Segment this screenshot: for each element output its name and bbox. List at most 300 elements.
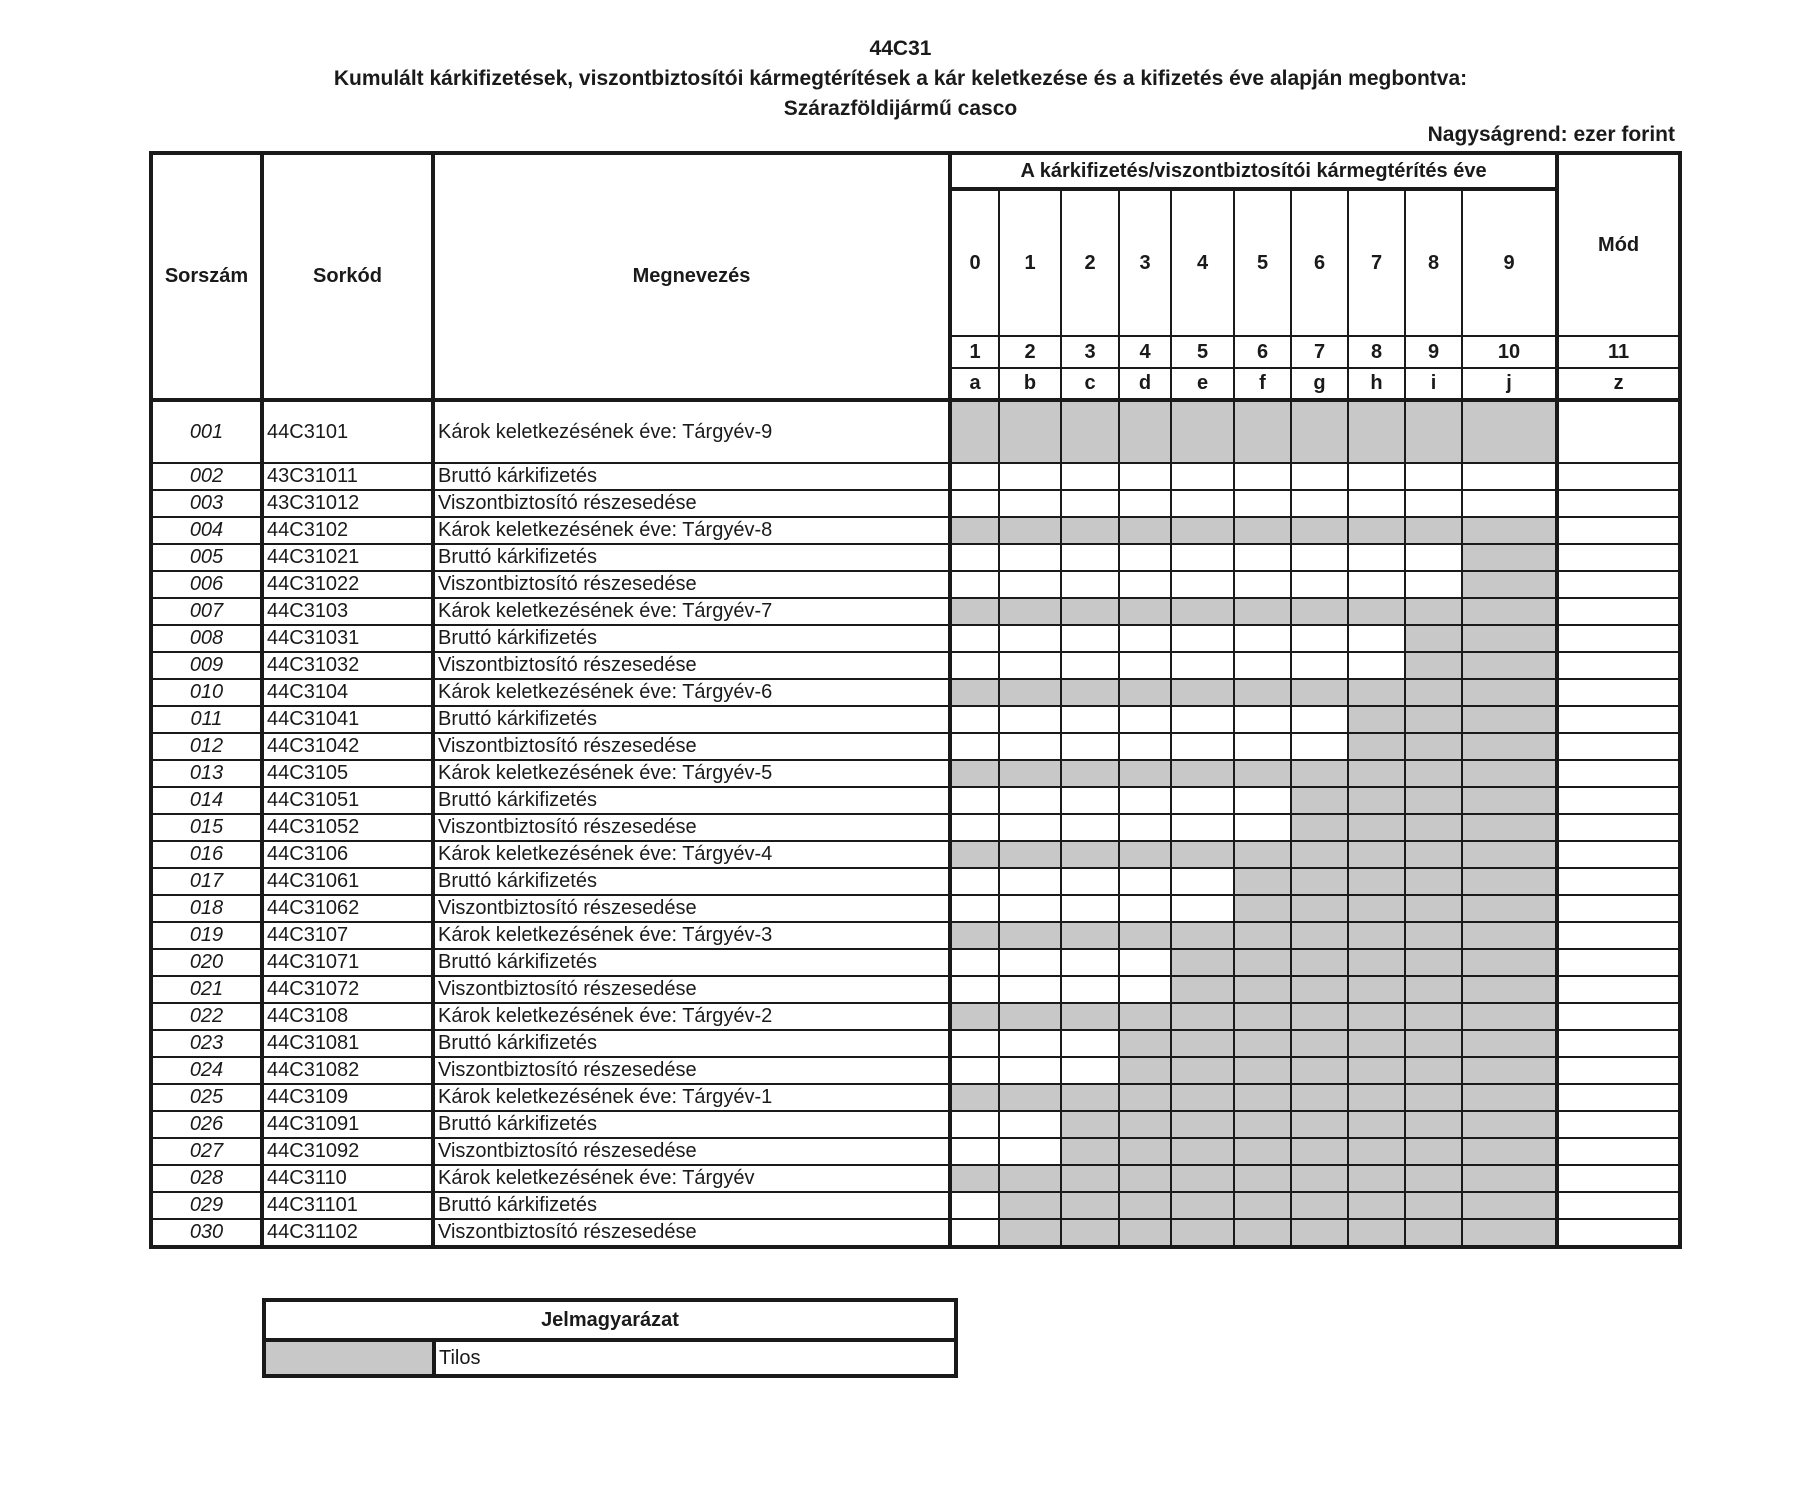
row-code: 44C3104 [262, 679, 433, 706]
forbidden-cell [1462, 1030, 1557, 1057]
forbidden-cell [1234, 1111, 1291, 1138]
forbidden-cell [1171, 760, 1234, 787]
forbidden-cell [1291, 517, 1348, 544]
row-code: 44C31041 [262, 706, 433, 733]
forbidden-cell [1171, 517, 1234, 544]
data-table [149, 151, 1682, 1249]
row-code: 44C31022 [262, 571, 433, 598]
input-cell[interactable] [1171, 625, 1234, 652]
input-cell[interactable] [1119, 706, 1171, 733]
forbidden-cell [1234, 1084, 1291, 1111]
row-code: 44C31052 [262, 814, 433, 841]
forbidden-cell [1462, 1003, 1557, 1030]
input-cell[interactable] [1291, 625, 1348, 652]
forbidden-cell [1462, 625, 1557, 652]
row-code: 44C3107 [262, 922, 433, 949]
forbidden-cell [1119, 598, 1171, 625]
forbidden-cell [1348, 1219, 1405, 1247]
forbidden-cell [1348, 706, 1405, 733]
col-letter-e: e [1171, 368, 1234, 400]
table-row [151, 1030, 1680, 1057]
legend-table [262, 1298, 958, 1378]
forbidden-cell [999, 1084, 1061, 1111]
forbidden-cell [1061, 760, 1119, 787]
forbidden-cell [1462, 895, 1557, 922]
forbidden-cell [1348, 841, 1405, 868]
input-cell[interactable] [1061, 895, 1119, 922]
input-cell[interactable] [950, 1057, 999, 1084]
input-cell[interactable] [950, 949, 999, 976]
forbidden-cell [1405, 1138, 1462, 1165]
row-number: 013 [151, 760, 262, 787]
row-code: 43C31011 [262, 463, 433, 490]
forbidden-cell [1119, 1138, 1171, 1165]
input-cell[interactable] [950, 625, 999, 652]
row-number: 014 [151, 787, 262, 814]
input-cell[interactable] [950, 490, 999, 517]
input-cell[interactable] [1234, 787, 1291, 814]
forbidden-cell [1348, 598, 1405, 625]
mod-cell[interactable] [1557, 490, 1680, 517]
row-label: Viszontbiztosító részesedése [433, 571, 950, 598]
forbidden-cell [999, 1165, 1061, 1192]
input-cell[interactable] [1061, 733, 1119, 760]
forbidden-cell [1462, 922, 1557, 949]
input-cell[interactable] [999, 976, 1061, 1003]
input-cell[interactable] [999, 544, 1061, 571]
input-cell[interactable] [950, 1192, 999, 1219]
mod-cell[interactable] [1557, 1192, 1680, 1219]
input-cell[interactable] [950, 814, 999, 841]
row-label: Károk keletkezésének éve: Tárgyév-2 [433, 1003, 950, 1030]
mod-cell[interactable] [1557, 400, 1680, 463]
input-cell[interactable] [999, 463, 1061, 490]
input-cell[interactable] [1234, 706, 1291, 733]
input-cell[interactable] [1061, 787, 1119, 814]
input-cell[interactable] [1061, 490, 1119, 517]
col-header-year-9: 9 [1462, 189, 1557, 336]
forbidden-cell [1234, 949, 1291, 976]
input-cell[interactable] [1405, 544, 1462, 571]
forbidden-cell [1348, 1138, 1405, 1165]
table-row [151, 679, 1680, 706]
row-number: 029 [151, 1192, 262, 1219]
input-cell[interactable] [1171, 652, 1234, 679]
row-code: 44C3108 [262, 1003, 433, 1030]
col-header-group: A kárkifizetés/viszontbiztosítói kármegtérítés éve [950, 153, 1557, 189]
forbidden-cell [1171, 1084, 1234, 1111]
forbidden-cell [1119, 1084, 1171, 1111]
forbidden-cell [1171, 1219, 1234, 1247]
mod-cell[interactable] [1557, 1084, 1680, 1111]
row-code: 44C31042 [262, 733, 433, 760]
mod-cell[interactable] [1557, 463, 1680, 490]
forbidden-cell [1462, 760, 1557, 787]
forbidden-cell [1462, 814, 1557, 841]
row-label: Bruttó kárkifizetés [433, 625, 950, 652]
table-row [151, 922, 1680, 949]
input-cell[interactable] [1119, 571, 1171, 598]
table-code: 44C31 [869, 37, 932, 60]
mod-cell[interactable] [1557, 841, 1680, 868]
input-cell[interactable] [1061, 463, 1119, 490]
input-cell[interactable] [1348, 625, 1405, 652]
input-cell[interactable] [999, 868, 1061, 895]
col-number-9: 9 [1405, 336, 1462, 368]
input-cell[interactable] [1119, 490, 1171, 517]
input-cell[interactable] [1171, 868, 1234, 895]
forbidden-cell [1462, 868, 1557, 895]
forbidden-cell [1405, 706, 1462, 733]
forbidden-cell [1405, 895, 1462, 922]
input-cell[interactable] [950, 1111, 999, 1138]
input-cell[interactable] [1348, 571, 1405, 598]
forbidden-cell [1234, 868, 1291, 895]
input-cell[interactable] [1061, 949, 1119, 976]
mod-cell[interactable] [1557, 1165, 1680, 1192]
input-cell[interactable] [1291, 733, 1348, 760]
input-cell[interactable] [1061, 652, 1119, 679]
input-cell[interactable] [950, 1030, 999, 1057]
input-cell[interactable] [1291, 544, 1348, 571]
mod-cell[interactable] [1557, 760, 1680, 787]
forbidden-cell [1405, 976, 1462, 1003]
forbidden-cell [1291, 895, 1348, 922]
input-cell[interactable] [1171, 544, 1234, 571]
input-cell[interactable] [1061, 976, 1119, 1003]
forbidden-cell [1171, 598, 1234, 625]
forbidden-cell [1348, 922, 1405, 949]
forbidden-cell [999, 841, 1061, 868]
input-cell[interactable] [950, 571, 999, 598]
mod-cell[interactable] [1557, 895, 1680, 922]
col-header-year-8: 8 [1405, 189, 1462, 336]
page-title: Kumulált kárkifizetések, viszontbiztosítói kármegtérítések a kár keletkezése és a kifizetés éve alapján megbontva: [333, 67, 1468, 90]
forbidden-cell [1405, 1165, 1462, 1192]
forbidden-cell [1234, 922, 1291, 949]
col-header-sorkod: Sorkód [262, 153, 433, 400]
col-letter-z: z [1557, 368, 1680, 400]
forbidden-cell [1405, 598, 1462, 625]
table-row [151, 949, 1680, 976]
input-cell[interactable] [999, 1111, 1061, 1138]
input-cell[interactable] [950, 463, 999, 490]
row-label: Viszontbiztosító részesedése [433, 976, 950, 1003]
col-header-year-2: 2 [1061, 189, 1119, 336]
input-cell[interactable] [1348, 490, 1405, 517]
forbidden-cell [1348, 1057, 1405, 1084]
forbidden-cell [999, 922, 1061, 949]
input-cell[interactable] [999, 1138, 1061, 1165]
input-cell[interactable] [1405, 571, 1462, 598]
input-cell[interactable] [1119, 463, 1171, 490]
forbidden-cell [1234, 976, 1291, 1003]
input-cell[interactable] [1462, 463, 1557, 490]
forbidden-cell [1234, 1138, 1291, 1165]
input-cell[interactable] [1119, 733, 1171, 760]
input-cell[interactable] [999, 814, 1061, 841]
input-cell[interactable] [1061, 1057, 1119, 1084]
forbidden-cell [1119, 1165, 1171, 1192]
forbidden-cell [1405, 733, 1462, 760]
mod-cell[interactable] [1557, 1057, 1680, 1084]
row-code: 44C31031 [262, 625, 433, 652]
table-row [151, 814, 1680, 841]
row-code: 44C31071 [262, 949, 433, 976]
forbidden-cell [1291, 1138, 1348, 1165]
input-cell[interactable] [1171, 463, 1234, 490]
forbidden-cell [1171, 841, 1234, 868]
forbidden-cell [1119, 760, 1171, 787]
input-cell[interactable] [1291, 490, 1348, 517]
table-row [151, 400, 1680, 463]
forbidden-cell [1234, 679, 1291, 706]
input-cell[interactable] [1061, 625, 1119, 652]
forbidden-cell [1348, 760, 1405, 787]
forbidden-cell [950, 679, 999, 706]
forbidden-cell [1291, 1084, 1348, 1111]
mod-cell[interactable] [1557, 814, 1680, 841]
input-cell[interactable] [999, 1057, 1061, 1084]
forbidden-cell [1061, 1219, 1119, 1247]
col-number-2: 2 [999, 336, 1061, 368]
input-cell[interactable] [1171, 895, 1234, 922]
input-cell[interactable] [999, 571, 1061, 598]
mod-cell[interactable] [1557, 571, 1680, 598]
input-cell[interactable] [1462, 490, 1557, 517]
input-cell[interactable] [1171, 571, 1234, 598]
table-row [151, 1057, 1680, 1084]
input-cell[interactable] [1234, 463, 1291, 490]
forbidden-cell [1405, 400, 1462, 463]
row-number: 007 [151, 598, 262, 625]
input-cell[interactable] [999, 652, 1061, 679]
input-cell[interactable] [999, 733, 1061, 760]
forbidden-cell [1348, 949, 1405, 976]
row-label: Károk keletkezésének éve: Tárgyév-4 [433, 841, 950, 868]
mod-cell[interactable] [1557, 868, 1680, 895]
input-cell[interactable] [950, 1138, 999, 1165]
input-cell[interactable] [1061, 1030, 1119, 1057]
input-cell[interactable] [1348, 544, 1405, 571]
mod-cell[interactable] [1557, 679, 1680, 706]
row-number: 017 [151, 868, 262, 895]
input-cell[interactable] [1234, 544, 1291, 571]
mod-cell[interactable] [1557, 976, 1680, 1003]
input-cell[interactable] [950, 895, 999, 922]
mod-cell[interactable] [1557, 787, 1680, 814]
input-cell[interactable] [1061, 868, 1119, 895]
input-cell[interactable] [1234, 652, 1291, 679]
mod-cell[interactable] [1557, 706, 1680, 733]
mod-cell[interactable] [1557, 598, 1680, 625]
input-cell[interactable] [1061, 571, 1119, 598]
input-cell[interactable] [1234, 490, 1291, 517]
row-label: Bruttó kárkifizetés [433, 1030, 950, 1057]
input-cell[interactable] [1171, 814, 1234, 841]
mod-cell[interactable] [1557, 1138, 1680, 1165]
forbidden-cell [1462, 976, 1557, 1003]
row-label: Viszontbiztosító részesedése [433, 1057, 950, 1084]
col-header-year-7: 7 [1348, 189, 1405, 336]
forbidden-cell [950, 517, 999, 544]
forbidden-cell [1061, 1111, 1119, 1138]
row-number: 019 [151, 922, 262, 949]
row-label: Viszontbiztosító részesedése [433, 652, 950, 679]
input-cell[interactable] [1291, 463, 1348, 490]
forbidden-cell [1291, 598, 1348, 625]
mod-cell[interactable] [1557, 922, 1680, 949]
input-cell[interactable] [950, 868, 999, 895]
table-row [151, 625, 1680, 652]
col-number-3: 3 [1061, 336, 1119, 368]
input-cell[interactable] [1234, 571, 1291, 598]
mod-cell[interactable] [1557, 517, 1680, 544]
row-label: Bruttó kárkifizetés [433, 706, 950, 733]
title-block [0, 34, 1801, 124]
input-cell[interactable] [1119, 625, 1171, 652]
table-row [151, 733, 1680, 760]
forbidden-cell [1405, 868, 1462, 895]
table-row [151, 1084, 1680, 1111]
forbidden-cell [1348, 1084, 1405, 1111]
input-cell[interactable] [1171, 490, 1234, 517]
row-code: 44C31072 [262, 976, 433, 1003]
row-number: 003 [151, 490, 262, 517]
mod-cell[interactable] [1557, 1219, 1680, 1247]
forbidden-cell [1462, 1084, 1557, 1111]
input-cell[interactable] [1061, 544, 1119, 571]
forbidden-cell [999, 400, 1061, 463]
row-code: 44C3106 [262, 841, 433, 868]
input-cell[interactable] [999, 625, 1061, 652]
mod-cell[interactable] [1557, 1111, 1680, 1138]
forbidden-cell [1348, 1192, 1405, 1219]
input-cell[interactable] [1061, 706, 1119, 733]
forbidden-cell [1061, 1138, 1119, 1165]
table-row [151, 598, 1680, 625]
input-cell[interactable] [950, 544, 999, 571]
row-label: Viszontbiztosító részesedése [433, 1219, 950, 1247]
forbidden-cell [950, 1003, 999, 1030]
input-cell[interactable] [950, 1219, 999, 1247]
forbidden-cell [1462, 1219, 1557, 1247]
mod-cell[interactable] [1557, 949, 1680, 976]
row-number: 002 [151, 463, 262, 490]
input-cell[interactable] [1405, 463, 1462, 490]
row-code: 44C31102 [262, 1219, 433, 1247]
col-number-11: 11 [1557, 336, 1680, 368]
row-code: 44C3105 [262, 760, 433, 787]
col-letter-j: j [1462, 368, 1557, 400]
forbidden-cell [1462, 1192, 1557, 1219]
forbidden-cell [1405, 787, 1462, 814]
input-cell[interactable] [1171, 706, 1234, 733]
mod-cell[interactable] [1557, 625, 1680, 652]
input-cell[interactable] [999, 706, 1061, 733]
row-label: Viszontbiztosító részesedése [433, 895, 950, 922]
input-cell[interactable] [1171, 787, 1234, 814]
mod-cell[interactable] [1557, 652, 1680, 679]
input-cell[interactable] [1119, 544, 1171, 571]
col-letter-i: i [1405, 368, 1462, 400]
forbidden-cell [1119, 1003, 1171, 1030]
input-cell[interactable] [999, 895, 1061, 922]
input-cell[interactable] [1348, 652, 1405, 679]
input-cell[interactable] [950, 976, 999, 1003]
row-code: 44C31082 [262, 1057, 433, 1084]
input-cell[interactable] [999, 490, 1061, 517]
forbidden-cell [999, 1219, 1061, 1247]
row-label: Károk keletkezésének éve: Tárgyév-7 [433, 598, 950, 625]
input-cell[interactable] [1119, 787, 1171, 814]
mod-cell[interactable] [1557, 1003, 1680, 1030]
input-cell[interactable] [1119, 895, 1171, 922]
col-header-year-6: 6 [1291, 189, 1348, 336]
forbidden-cell [1119, 679, 1171, 706]
input-cell[interactable] [950, 706, 999, 733]
forbidden-cell [1291, 1003, 1348, 1030]
input-cell[interactable] [1061, 814, 1119, 841]
forbidden-cell [1119, 1057, 1171, 1084]
forbidden-cell [950, 760, 999, 787]
row-number: 030 [151, 1219, 262, 1247]
forbidden-cell [1405, 814, 1462, 841]
input-cell[interactable] [1234, 733, 1291, 760]
forbidden-cell [1405, 1192, 1462, 1219]
input-cell[interactable] [999, 1030, 1061, 1057]
mod-cell[interactable] [1557, 544, 1680, 571]
forbidden-cell [1061, 1084, 1119, 1111]
input-cell[interactable] [1119, 949, 1171, 976]
row-label: Károk keletkezésének éve: Tárgyév-3 [433, 922, 950, 949]
forbidden-cell [1234, 1165, 1291, 1192]
input-cell[interactable] [1119, 976, 1171, 1003]
input-cell[interactable] [950, 787, 999, 814]
forbidden-cell [1234, 841, 1291, 868]
forbidden-cell [1348, 895, 1405, 922]
mod-cell[interactable] [1557, 733, 1680, 760]
row-code: 44C31101 [262, 1192, 433, 1219]
input-cell[interactable] [1234, 814, 1291, 841]
input-cell[interactable] [1171, 733, 1234, 760]
input-cell[interactable] [1291, 571, 1348, 598]
forbidden-cell [1061, 679, 1119, 706]
forbidden-cell [1291, 1165, 1348, 1192]
forbidden-cell [1234, 598, 1291, 625]
input-cell[interactable] [1291, 652, 1348, 679]
input-cell[interactable] [1119, 814, 1171, 841]
table-row [151, 1165, 1680, 1192]
input-cell[interactable] [950, 652, 999, 679]
input-cell[interactable] [999, 949, 1061, 976]
mod-cell[interactable] [1557, 1030, 1680, 1057]
input-cell[interactable] [1348, 463, 1405, 490]
forbidden-cell [1291, 400, 1348, 463]
input-cell[interactable] [1119, 868, 1171, 895]
input-cell[interactable] [950, 733, 999, 760]
input-cell[interactable] [1291, 706, 1348, 733]
table-row [151, 490, 1680, 517]
input-cell[interactable] [1234, 625, 1291, 652]
row-number: 021 [151, 976, 262, 1003]
row-number: 004 [151, 517, 262, 544]
input-cell[interactable] [1119, 652, 1171, 679]
forbidden-cell [1462, 598, 1557, 625]
col-number-4: 4 [1119, 336, 1171, 368]
input-cell[interactable] [999, 787, 1061, 814]
input-cell[interactable] [1405, 490, 1462, 517]
